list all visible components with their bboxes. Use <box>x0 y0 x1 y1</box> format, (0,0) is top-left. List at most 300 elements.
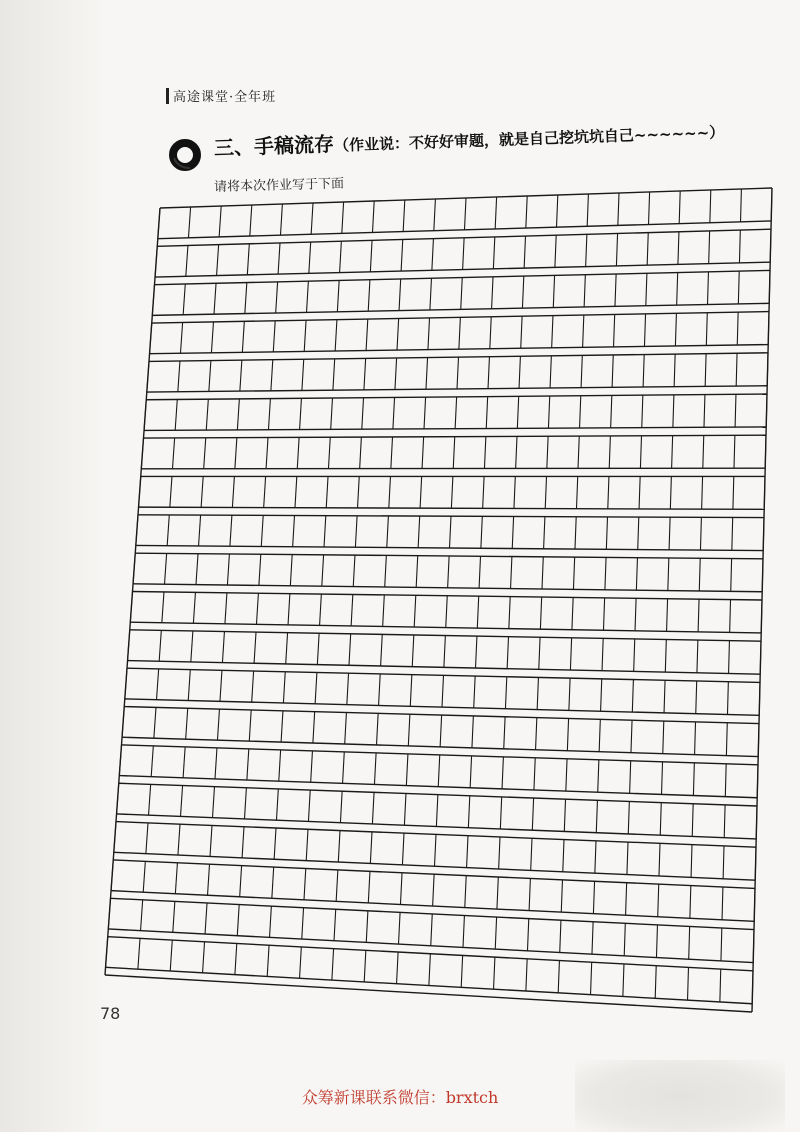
grid-cell-divider <box>690 886 691 919</box>
grid-cell-divider <box>602 638 603 670</box>
grid-cell-divider <box>355 516 357 547</box>
grid-cell-divider <box>488 357 489 389</box>
grid-cell-divider <box>326 476 328 507</box>
grid-cell-divider <box>230 515 232 546</box>
grid-cell-divider <box>383 595 385 627</box>
grid-cell-divider <box>165 553 167 584</box>
grid-cell-divider <box>170 940 172 971</box>
grid-cell-divider <box>345 713 347 744</box>
grid-cell-divider <box>553 275 554 307</box>
grid-cell-divider <box>235 943 237 974</box>
grid-cell-divider <box>618 193 619 225</box>
grid-cell-divider <box>591 962 592 994</box>
grid-cell-divider <box>639 476 640 509</box>
grid-cell-divider <box>674 354 675 387</box>
grid-cell-divider <box>647 233 648 266</box>
grid-cell-divider <box>583 315 584 347</box>
grid-cell-divider <box>603 598 604 630</box>
grid-cell-divider <box>453 437 455 469</box>
grid-cell-divider <box>138 938 140 969</box>
grid-cell-divider <box>370 240 372 271</box>
grid-cell-divider <box>266 438 268 469</box>
grid-cell-divider <box>173 901 175 932</box>
grid-cell-divider <box>499 837 500 869</box>
grid-cell-divider <box>209 361 211 392</box>
grid-cell-divider <box>149 784 151 815</box>
grid-cell-divider <box>561 880 562 912</box>
grid-cell-divider <box>227 554 229 585</box>
grid-cell-divider <box>609 436 610 468</box>
grid-cell-divider <box>435 834 437 866</box>
grid-cell-divider <box>481 516 482 548</box>
grid-cell-divider <box>143 861 145 892</box>
grid-cell-divider <box>225 593 227 624</box>
grid-cell-divider <box>338 831 340 862</box>
grid-cell-divider <box>175 863 177 894</box>
grid-cell-divider <box>709 231 710 264</box>
grid-cell-divider <box>433 874 435 906</box>
grid-cell-divider <box>332 949 334 980</box>
grid-cell-divider <box>336 870 338 901</box>
grid-cell-divider <box>536 718 537 750</box>
grid-cell-divider <box>267 945 269 976</box>
grid-cell-divider <box>444 636 446 668</box>
grid-cell-divider <box>193 592 195 623</box>
grid-cell-divider <box>334 909 336 940</box>
grid-cell-divider <box>313 712 315 743</box>
grid-cell-divider <box>646 273 647 306</box>
grid-cell-divider <box>302 908 304 939</box>
grid-cell-divider <box>587 194 588 226</box>
grid-cell-divider <box>426 358 428 390</box>
grid-cell-divider <box>237 905 239 936</box>
grid-cell-divider <box>278 243 280 274</box>
grid-cell-divider <box>608 476 609 508</box>
grid-cell-divider <box>692 804 693 837</box>
grid-cell-divider <box>474 676 475 708</box>
grid-cell-divider <box>524 236 525 268</box>
grid-cell-divider <box>507 637 508 669</box>
grid-cell-divider <box>490 317 491 349</box>
grid-cell-divider <box>206 399 208 430</box>
grid-cell-divider <box>418 516 420 548</box>
grid-cell-divider <box>188 670 190 701</box>
grid-cell-divider <box>519 356 520 388</box>
grid-cell-divider <box>601 679 602 711</box>
grid-cell-divider <box>580 396 581 428</box>
grid-cell-divider <box>412 635 414 667</box>
grid-cell-divider <box>502 757 503 789</box>
grid-cell-divider <box>729 641 730 674</box>
grid-cell-divider <box>722 887 723 920</box>
grid-cell-divider <box>500 797 501 829</box>
grid-cell-divider <box>695 722 696 755</box>
grid-cell-divider <box>201 476 203 507</box>
grid-cell-divider <box>271 360 273 391</box>
grid-cell-divider <box>696 681 697 714</box>
grid-cell-divider <box>358 476 360 507</box>
grid-cell-divider <box>199 515 201 546</box>
running-header: 高途课堂·全年班 <box>173 90 277 105</box>
grid-cell-divider <box>141 900 143 931</box>
grid-cell-divider <box>178 361 180 392</box>
grid-cell-divider <box>395 358 397 390</box>
grid-cell-divider <box>628 801 629 834</box>
grid-cell-divider <box>672 436 673 469</box>
grid-cell-divider <box>544 517 545 549</box>
grid-cell-divider <box>612 355 613 387</box>
grid-cell-divider <box>404 793 406 825</box>
grid-cell-divider <box>495 197 496 229</box>
grid-cell-divider <box>640 436 641 469</box>
grid-cell-divider <box>663 721 664 754</box>
grid-cell-divider <box>592 922 593 954</box>
grid-cell-divider <box>368 280 370 311</box>
grid-cell-divider <box>331 398 333 429</box>
grid-cell-divider <box>492 277 493 309</box>
grid-cell-divider <box>162 592 164 623</box>
grid-cell-divider <box>237 399 239 430</box>
grid-cell-divider <box>570 638 571 670</box>
grid-cell-divider <box>558 961 559 993</box>
grid-cell-divider <box>734 435 735 468</box>
grid-cell-divider <box>550 356 551 388</box>
grid-cell-divider <box>569 678 570 710</box>
grid-cell-divider <box>428 318 430 350</box>
grid-cell-divider <box>217 245 219 276</box>
grid-cell-divider <box>242 321 244 352</box>
grid-cell-divider <box>631 720 632 753</box>
grid-cell-divider <box>699 558 700 591</box>
grid-cell-divider <box>627 842 628 875</box>
grid-cell-divider <box>623 964 624 997</box>
grid-cell-divider <box>461 278 463 310</box>
grid-cell-divider <box>290 555 292 586</box>
grid-cell-divider <box>324 516 326 547</box>
grid-cell-divider <box>400 873 402 905</box>
grid-cell-divider <box>188 207 190 238</box>
grid-cell-divider <box>424 397 426 429</box>
grid-cell-divider <box>214 283 216 314</box>
grid-cell-divider <box>151 746 153 777</box>
grid-cell-divider <box>467 836 468 868</box>
grid-cell-divider <box>347 673 349 704</box>
grid-cell-divider <box>286 633 288 664</box>
grid-cell-divider <box>247 244 249 275</box>
grid-cell-divider <box>560 920 561 952</box>
grid-cell-divider <box>261 515 263 546</box>
grid-cell-divider <box>219 206 221 237</box>
grid-cell-divider <box>564 799 565 831</box>
grid-cell-divider <box>463 238 465 270</box>
grid-cell-divider <box>605 557 606 589</box>
grid-cell-divider <box>545 476 546 508</box>
grid-cell-divider <box>563 840 564 872</box>
grid-cell-divider <box>484 437 485 469</box>
grid-cell-divider <box>403 200 405 232</box>
grid-cell-divider <box>362 398 364 429</box>
grid-cell-divider <box>634 639 635 672</box>
grid-cell-divider <box>573 557 574 589</box>
grid-cell-divider <box>381 634 383 666</box>
grid-cell-divider <box>337 280 339 311</box>
grid-cell-divider <box>170 476 172 507</box>
grid-cell-divider <box>372 792 374 824</box>
grid-cell-divider <box>461 955 462 987</box>
grid-cell-divider <box>539 637 540 669</box>
grid-cell-divider <box>495 917 496 949</box>
grid-cell-divider <box>438 755 440 787</box>
grid-cell-divider <box>636 558 637 591</box>
grid-cell-divider <box>333 359 335 390</box>
grid-cell-divider <box>240 360 242 391</box>
writing-instruction: 请将本次作业写于下面 <box>213 176 345 195</box>
grid-cell-divider <box>575 517 576 549</box>
grid-cell-divider <box>737 312 738 345</box>
grid-cell-divider <box>146 823 148 854</box>
grid-cell-divider <box>391 437 393 469</box>
grid-cell-divider <box>183 284 185 315</box>
grid-cell-divider <box>483 476 484 508</box>
grid-cell-divider <box>172 438 174 469</box>
grid-cell-divider <box>157 669 159 700</box>
grid-cell-divider <box>735 394 736 427</box>
grid-cell-divider <box>300 947 302 978</box>
grid-cell-divider <box>521 316 522 348</box>
grid-cell-divider <box>273 321 275 352</box>
grid-cell-divider <box>615 274 616 306</box>
grid-cell-divider <box>372 201 374 232</box>
grid-cell-divider <box>632 680 633 713</box>
grid-cell-divider <box>479 556 480 588</box>
grid-cell-divider <box>537 677 538 709</box>
grid-cell-divider <box>406 754 408 786</box>
grid-cell-divider <box>677 273 678 306</box>
grid-cell-divider <box>212 787 214 818</box>
grid-cell-divider <box>217 709 219 740</box>
grid-cell-divider <box>430 278 432 310</box>
grid-cell-divider <box>434 199 436 231</box>
grid-cell-divider <box>738 271 739 304</box>
grid-cell-divider <box>431 914 433 946</box>
grid-cell-divider <box>279 750 281 781</box>
grid-cell-divider <box>397 318 399 350</box>
grid-cell-divider <box>642 395 643 428</box>
grid-cell-divider <box>288 594 290 625</box>
grid-cell-divider <box>577 476 578 508</box>
grid-cell-divider <box>399 912 401 944</box>
grid-cell-divider <box>276 282 278 313</box>
grid-cell-divider <box>222 632 224 663</box>
grid-cell-divider <box>659 843 660 876</box>
grid-cell-divider <box>247 749 249 780</box>
grid-cell-divider <box>691 845 692 878</box>
grid-cell-divider <box>542 557 543 589</box>
grid-cell-divider <box>606 517 607 549</box>
grid-cell-divider <box>360 437 362 468</box>
grid-cell-divider <box>567 718 568 750</box>
grid-cell-divider <box>180 322 182 353</box>
grid-cell-divider <box>252 671 254 702</box>
grid-cell-divider <box>256 593 258 624</box>
grid-cell-divider <box>599 719 600 751</box>
grid-cell-divider <box>320 594 322 625</box>
grid-cell-divider <box>370 832 372 864</box>
grid-cell-divider <box>678 232 679 265</box>
grid-cell-divider <box>662 762 663 795</box>
grid-cell-divider <box>688 967 689 1000</box>
grid-cell-divider <box>731 559 732 592</box>
grid-cell-divider <box>547 436 548 468</box>
grid-cell-divider <box>505 677 506 709</box>
grid-cell-divider <box>667 599 668 632</box>
grid-cell-divider <box>598 760 599 792</box>
grid-cell-divider <box>697 640 698 673</box>
grid-cell-divider <box>616 233 617 265</box>
grid-cell-divider <box>455 397 457 429</box>
grid-cell-divider <box>581 355 582 387</box>
grid-cell-divider <box>548 396 549 428</box>
grid-cell-divider <box>442 675 444 707</box>
grid-cell-divider <box>552 316 553 348</box>
grid-cell-divider <box>660 803 661 836</box>
grid-cell-divider <box>727 682 728 715</box>
grid-cell-divider <box>183 747 185 778</box>
grid-cell-divider <box>440 715 442 747</box>
grid-cell-divider <box>196 554 198 585</box>
grid-cell-divider <box>730 600 731 633</box>
grid-cell-divider <box>655 966 656 999</box>
grid-cell-divider <box>726 723 727 756</box>
grid-cell-divider <box>494 957 495 989</box>
grid-cell-divider <box>472 716 473 748</box>
grid-cell-divider <box>465 198 467 230</box>
grid-cell-divider <box>670 476 671 509</box>
grid-cell-divider <box>259 554 261 585</box>
grid-cell-divider <box>720 969 721 1002</box>
grid-cell-divider <box>555 235 556 267</box>
grid-cell-divider <box>522 276 523 308</box>
grid-cell-divider <box>186 245 188 276</box>
grid-cell-divider <box>343 752 345 783</box>
page-number: 78 <box>100 1004 121 1023</box>
grid-cell-divider <box>723 846 724 879</box>
grid-cell-divider <box>368 871 370 903</box>
grid-cell-divider <box>689 926 690 959</box>
grid-cell-divider <box>566 759 567 791</box>
grid-cell-divider <box>517 396 518 428</box>
grid-cell-divider <box>272 867 274 898</box>
grid-cell-divider <box>703 435 704 468</box>
grid-cell-divider <box>309 242 311 273</box>
grid-cell-divider <box>268 399 270 430</box>
grid-cell-divider <box>721 928 722 961</box>
grid-cell-divider <box>245 283 247 314</box>
grid-cell-divider <box>203 942 205 973</box>
grid-cell-divider <box>304 868 306 899</box>
grid-cell-divider <box>210 825 212 856</box>
grid-cell-divider <box>584 275 585 307</box>
grid-cell-divider <box>739 230 740 263</box>
grid-cell-divider <box>311 751 313 782</box>
grid-cell-divider <box>159 630 161 661</box>
grid-cell-divider <box>420 476 422 508</box>
grid-cell-divider <box>322 555 324 586</box>
grid-cell-divider <box>249 710 251 741</box>
grid-cell-divider <box>493 237 494 269</box>
grid-cell-divider <box>364 950 366 982</box>
grid-cell-divider <box>280 204 282 235</box>
grid-cell-divider <box>302 359 304 390</box>
grid-cell-divider <box>526 959 527 991</box>
grid-cell-divider <box>534 758 535 790</box>
grid-cell-divider <box>416 556 418 588</box>
grid-cell-divider <box>693 763 694 796</box>
grid-cell-divider <box>732 517 733 550</box>
grid-cell-divider <box>297 437 299 468</box>
grid-cell-divider <box>643 355 644 388</box>
grid-cell-divider <box>402 833 404 865</box>
grid-cell-divider <box>708 272 709 305</box>
grid-cell-divider <box>450 516 452 548</box>
grid-cell-divider <box>408 714 410 746</box>
grid-cell-divider <box>675 313 676 346</box>
grid-cell-divider <box>459 317 461 349</box>
grid-cell-divider <box>630 761 631 794</box>
grid-cell-divider <box>700 517 701 550</box>
grid-cell-divider <box>211 322 213 353</box>
grid-cell-divider <box>393 397 395 429</box>
grid-cell-divider <box>240 866 242 897</box>
grid-cell-divider <box>186 708 188 739</box>
grid-cell-divider <box>540 597 541 629</box>
grid-cell-divider <box>572 597 573 629</box>
grid-cell-divider <box>468 796 469 828</box>
grid-cell-divider <box>638 517 639 550</box>
grid-cell-divider <box>512 516 513 548</box>
grid-cell-divider <box>741 189 742 222</box>
grid-cell-divider <box>509 597 510 629</box>
grid-cell-divider <box>658 884 659 917</box>
section-note: （作业说：不好好审题，就是自己挖坑坑自己~~~~~~） <box>333 123 725 155</box>
grid-cell-divider <box>304 320 306 351</box>
grid-cell-divider <box>191 631 193 662</box>
grid-cell-divider <box>611 395 612 427</box>
grid-cell-divider <box>486 397 487 429</box>
grid-cell-divider <box>328 437 330 468</box>
grid-cell-divider <box>399 279 401 311</box>
grid-cell-divider <box>477 596 478 628</box>
grid-cell-divider <box>511 557 512 589</box>
grid-cell-divider <box>401 239 403 271</box>
grid-cell-divider <box>281 711 283 742</box>
grid-cell-divider <box>270 906 272 937</box>
grid-cell-divider <box>364 358 366 389</box>
grid-cell-divider <box>181 786 183 817</box>
grid-cell-divider <box>154 707 156 738</box>
grid-cell-divider <box>175 399 177 430</box>
grid-cell-divider <box>446 596 448 628</box>
grid-cell-divider <box>698 599 699 632</box>
grid-cell-divider <box>429 954 431 986</box>
grid-cell-divider <box>387 516 389 548</box>
grid-cell-divider <box>557 195 558 227</box>
grid-cell-divider <box>679 191 680 224</box>
watermark-text: 众筹新课联系微信：brxtch <box>301 1088 499 1107</box>
grid-cell-divider <box>244 788 246 819</box>
grid-cell-divider <box>463 916 464 948</box>
grid-cell-divider <box>351 594 353 625</box>
